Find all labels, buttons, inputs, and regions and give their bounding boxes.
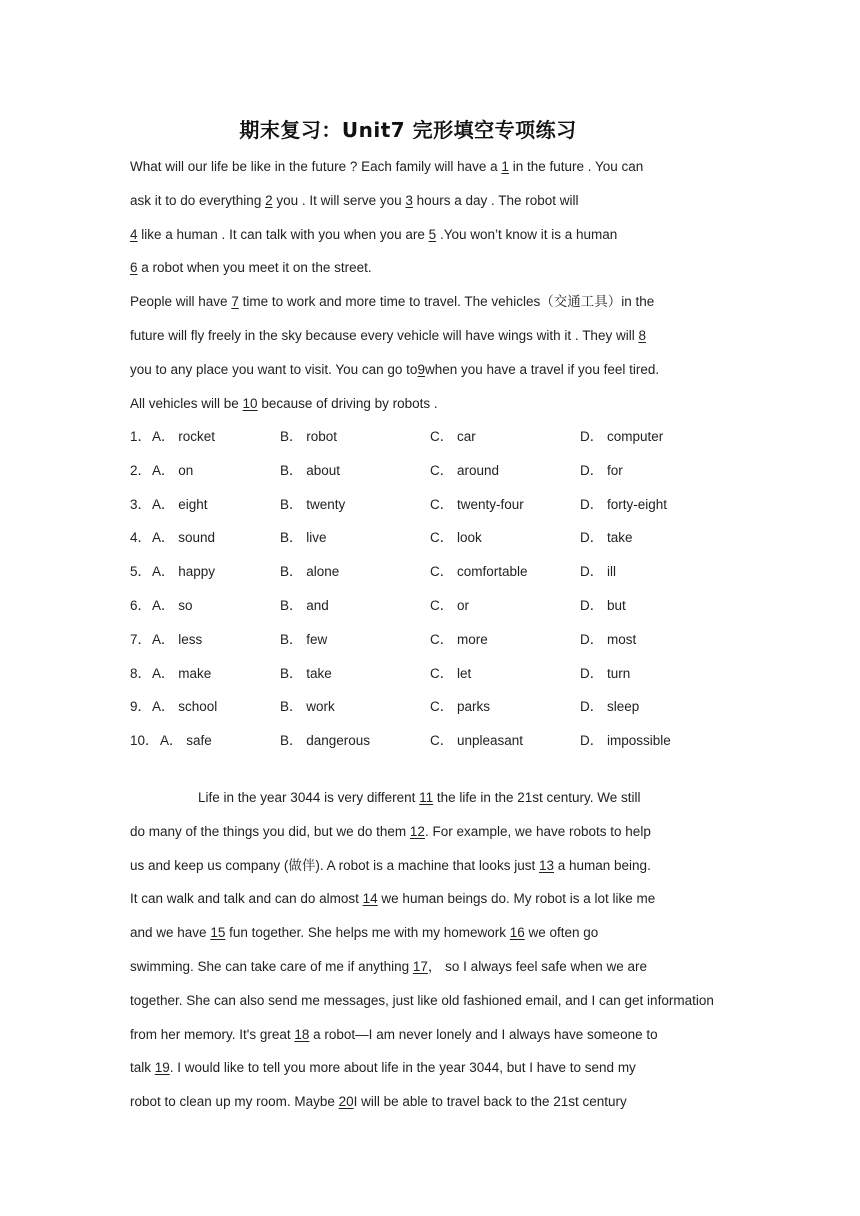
passage-text: a human being. bbox=[554, 857, 651, 873]
answer-blank: 8 bbox=[638, 328, 646, 343]
answer-blank: 11 bbox=[419, 790, 434, 805]
option-c: C． look bbox=[430, 530, 482, 546]
option-d: D． ill bbox=[580, 564, 616, 580]
passage-line bbox=[130, 890, 730, 908]
passage-text: the life in the 21st century. We still bbox=[433, 790, 641, 805]
passage-text: we often go bbox=[524, 925, 599, 941]
passage-line bbox=[130, 259, 730, 277]
passage-text: us and keep us company (做伴). A robot is a machine that looks just bbox=[130, 857, 539, 873]
passage-text: you . It will serve you bbox=[272, 192, 406, 208]
passage-text: future will fly freely in the sky because every vehicle will have wings with it . They will bbox=[130, 328, 639, 343]
passage-line bbox=[130, 226, 730, 244]
passage-text: Life in the year 3044 is very different bbox=[198, 790, 420, 805]
passage-text: together. She can also send me messages, just like old fashioned email, and I can get information bbox=[130, 992, 714, 1008]
option-a: A． safe bbox=[160, 733, 212, 749]
option-a: A． on bbox=[152, 462, 194, 478]
passage-text: and we have bbox=[130, 925, 211, 941]
option-d: D． computer bbox=[580, 429, 664, 444]
passage-line bbox=[130, 857, 730, 875]
option-c: C． more bbox=[430, 631, 488, 647]
passage-line bbox=[130, 158, 730, 176]
passage-text: hours a day . The robot will bbox=[412, 192, 583, 208]
answer-blank: 7 bbox=[231, 294, 239, 310]
passage-line bbox=[130, 192, 730, 210]
question-number: 8． bbox=[130, 665, 152, 681]
option-b: B． take bbox=[280, 665, 332, 681]
passage-text: a robot—I am never lonely and I always have someone to bbox=[309, 1026, 658, 1042]
passage-text: talk bbox=[130, 1060, 155, 1076]
answer-blank: 9 bbox=[417, 361, 425, 377]
passage-line bbox=[130, 361, 730, 379]
passage-text: robot to clean up my room. Maybe bbox=[130, 1094, 339, 1110]
passage-text: fun together. She helps me with my homework bbox=[225, 925, 510, 941]
question-number: 7． bbox=[130, 631, 152, 647]
option-a: A． sound bbox=[152, 530, 216, 546]
passage-text: we human beings do. My robot is a lot like me bbox=[377, 891, 656, 907]
passage-text: like a human . It can talk with you when you are bbox=[137, 226, 429, 242]
passage-line bbox=[130, 1093, 730, 1111]
passage-text: time to work and more time to travel. The vehicles（交通工具）in the bbox=[238, 294, 655, 310]
option-d: D． most bbox=[580, 631, 637, 647]
passage-line bbox=[130, 293, 730, 311]
answer-blank: 5 bbox=[428, 226, 437, 242]
answer-blank: 1 bbox=[501, 159, 509, 174]
passage-text: .You won’t know it is a human bbox=[436, 226, 622, 242]
passage-text: you to any place you want to visit. You can go to bbox=[130, 361, 418, 377]
option-c: C． twenty-four bbox=[430, 496, 524, 512]
option-d: D． but bbox=[580, 598, 626, 613]
answer-blank: 17 bbox=[412, 959, 428, 974]
option-c: C． around bbox=[430, 462, 500, 478]
option-b: B． live bbox=[280, 530, 327, 546]
answer-blank: 18 bbox=[294, 1026, 310, 1042]
question-number: 5． bbox=[130, 564, 152, 580]
passage-line bbox=[130, 958, 730, 976]
option-d: D． turn bbox=[580, 665, 631, 681]
option-d: D． sleep bbox=[580, 699, 640, 715]
answer-blank: 13 bbox=[538, 857, 554, 873]
passage-text: ， so I always feel safe when we are bbox=[427, 959, 648, 974]
passage-text: It can walk and talk and can do almost bbox=[130, 891, 363, 907]
answer-blank: 2 bbox=[265, 192, 273, 208]
option-b: B． dangerous bbox=[280, 733, 371, 749]
answer-blank: 3 bbox=[405, 192, 413, 208]
passage-text: when you have a travel if you feel tired. bbox=[424, 361, 660, 377]
answer-blank: 4 bbox=[130, 226, 138, 242]
answer-blank: 12 bbox=[409, 823, 425, 839]
option-b: B． work bbox=[280, 699, 335, 715]
option-d: D． impossible bbox=[580, 733, 671, 749]
option-a: A． make bbox=[152, 665, 212, 681]
passage-line bbox=[198, 789, 798, 807]
question-number: 1． bbox=[130, 429, 152, 444]
passage-text: I will be able to travel back to the 21st century bbox=[353, 1094, 627, 1110]
passage-text: from her memory. It's great bbox=[130, 1026, 295, 1042]
passage-text: in the future . You can bbox=[508, 159, 644, 174]
passage-text: do many of the things you did, but we do them bbox=[130, 823, 410, 839]
option-c: C． car bbox=[430, 429, 476, 444]
passage-text: a robot when you meet it on the street. bbox=[137, 260, 372, 276]
passage-text: . For example, we have robots to help bbox=[424, 823, 651, 839]
passage-line bbox=[130, 1059, 730, 1077]
passage-line bbox=[130, 327, 730, 345]
option-c: C． let bbox=[430, 665, 472, 681]
option-b: B． about bbox=[280, 462, 341, 478]
passage-text: because of driving by robots . bbox=[257, 395, 438, 411]
question-number: 9． bbox=[130, 699, 152, 715]
passage-line bbox=[130, 992, 730, 1010]
option-a: A． eight bbox=[152, 496, 208, 512]
page-title: 期末复习：Unit7 完形填空专项练习 bbox=[239, 118, 577, 142]
answer-blank: 16 bbox=[509, 925, 525, 941]
answer-blank: 15 bbox=[210, 925, 226, 941]
answer-blank: 19 bbox=[154, 1060, 170, 1076]
option-b: B． twenty bbox=[280, 496, 346, 512]
passage-text: . I would like to tell you more about life in the year 3044, but I have to send my bbox=[169, 1060, 636, 1076]
passage-line bbox=[130, 823, 730, 841]
option-c: C． parks bbox=[430, 699, 491, 715]
answer-blank: 10 bbox=[242, 395, 258, 411]
passage-text: swimming. She can take care of me if anything bbox=[130, 959, 413, 974]
option-c: C． comfortable bbox=[430, 564, 528, 580]
option-d: D． forty-eight bbox=[580, 496, 668, 512]
option-d: D． for bbox=[580, 462, 623, 478]
passage-text: What will our life be like in the future ? Each family will have a bbox=[130, 159, 502, 174]
option-b: B． few bbox=[280, 631, 328, 647]
passage-line bbox=[130, 924, 730, 942]
question-number: 4． bbox=[130, 530, 152, 546]
answer-blank: 6 bbox=[130, 260, 138, 276]
option-a: A． happy bbox=[152, 564, 216, 580]
passage-line bbox=[130, 395, 730, 413]
question-number: 10． bbox=[130, 733, 159, 749]
passage-text: All vehicles will be bbox=[130, 395, 243, 411]
option-b: B． alone bbox=[280, 564, 340, 580]
question-number: 6． bbox=[130, 598, 152, 613]
option-a: A． so bbox=[152, 598, 193, 613]
option-a: A． school bbox=[152, 699, 218, 715]
option-b: B． robot bbox=[280, 429, 338, 444]
option-a: A． less bbox=[152, 631, 203, 647]
option-c: C． unpleasant bbox=[430, 733, 524, 749]
option-c: C． or bbox=[430, 598, 470, 613]
option-b: B． and bbox=[280, 598, 329, 613]
question-number: 2． bbox=[130, 462, 152, 478]
option-d: D． take bbox=[580, 530, 633, 546]
option-a: A． rocket bbox=[152, 429, 216, 444]
question-number: 3． bbox=[130, 496, 152, 512]
answer-blank: 20 bbox=[338, 1094, 354, 1110]
passage-line bbox=[130, 1026, 730, 1044]
passage-text: ask it to do everything bbox=[130, 192, 266, 208]
answer-blank: 14 bbox=[362, 891, 378, 907]
passage-text: People will have bbox=[130, 294, 232, 310]
